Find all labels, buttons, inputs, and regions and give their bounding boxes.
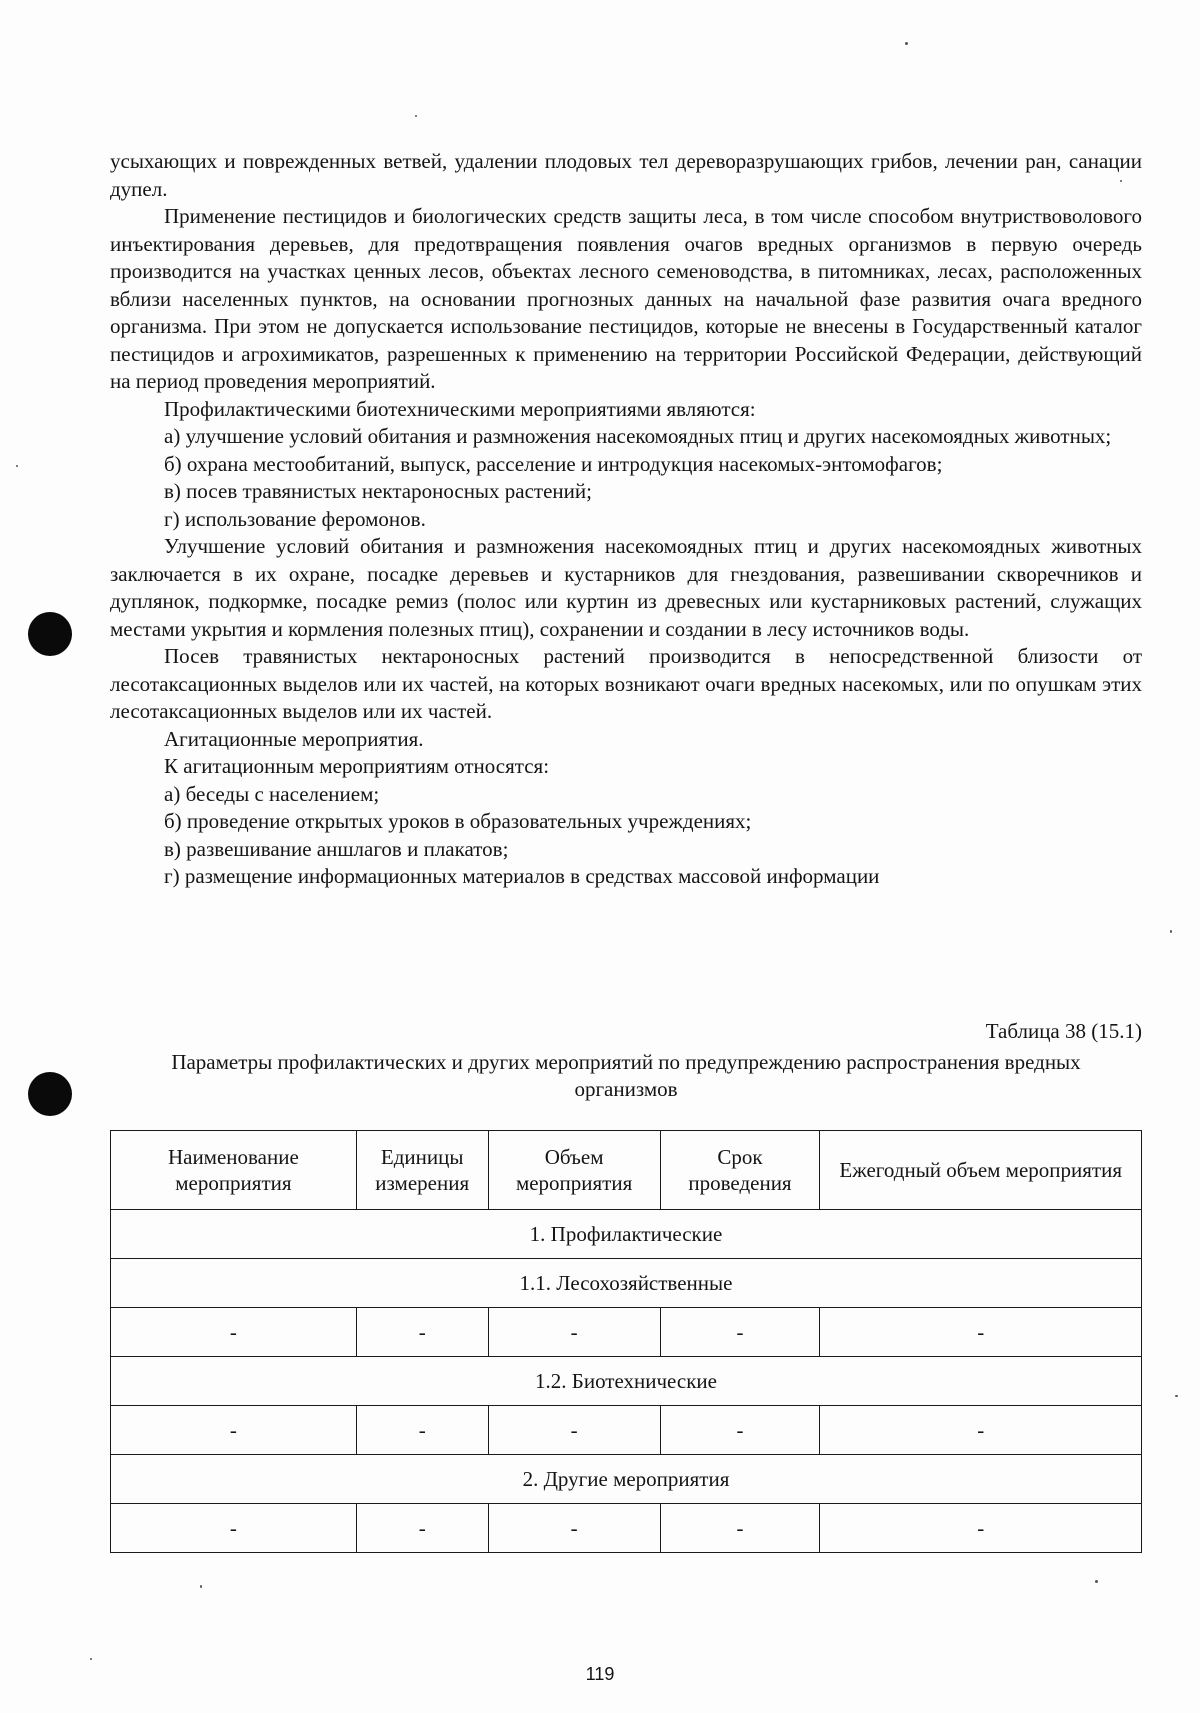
table-cell: - — [488, 1406, 660, 1455]
table-caption — [110, 1018, 1142, 1104]
table-cell: - — [356, 1308, 488, 1357]
paragraph: усыхающих и поврежденных ветвей, удалении плодовых тел дереворазрушающих грибов, лечении ран, санации дупел. — [110, 149, 1142, 201]
scan-speck — [415, 115, 417, 117]
measures-table — [110, 1130, 1142, 1553]
table-section-row — [111, 1210, 1142, 1259]
table-cell: - — [820, 1308, 1142, 1357]
section-label: 2. Другие мероприятия — [111, 1455, 1142, 1504]
column-header-unit: Единицы измерения — [356, 1131, 488, 1210]
paragraph: К агитационным мероприятиям относятся: — [164, 754, 550, 778]
table-cell: - — [111, 1406, 357, 1455]
paragraph: Улучшение условий обитания и размножения насекомоядных птиц и других насекомоядных животных заключается в их охране, посадке деревьев и кустарников для гнездования, развешивании скворечников и дуплянок, подкормке, посадке ремиз (полос или куртин из древесных или кустарниковых растений, служащих местами укрытия и кормления полезных птиц), сохранении и создании в лесу источников воды. — [110, 534, 1142, 641]
table-cell: - — [660, 1308, 820, 1357]
table-title: Параметры профилактических и других мероприятий по предупреждению распространения вредных организмов — [171, 1049, 1081, 1101]
paragraph: б) охрана местообитаний, выпуск, расселение и интродукция насекомых-энтомофагов; — [164, 451, 943, 476]
punch-hole-lower — [28, 1072, 72, 1116]
table-cell: - — [111, 1308, 357, 1357]
scan-speck — [90, 1658, 92, 1660]
scan-speck — [905, 42, 908, 45]
paragraph: б) проведение открытых уроков в образовательных учреждениях; — [164, 809, 752, 833]
table-cell: - — [111, 1504, 357, 1553]
table-body — [111, 1210, 1142, 1553]
scan-speck — [1095, 1580, 1098, 1583]
paragraph: г) использование феромонов. — [164, 506, 426, 531]
paragraph: в) развешивание аншлагов и плакатов; — [164, 836, 509, 861]
punch-hole-upper — [28, 612, 72, 656]
scan-speck — [200, 1585, 202, 1588]
table-row — [111, 1504, 1142, 1553]
table-row — [111, 1308, 1142, 1357]
table-cell: - — [660, 1406, 820, 1455]
paragraph: Агитационные мероприятия. — [164, 726, 424, 751]
table-cell: - — [820, 1406, 1142, 1455]
column-header-volume: Объем мероприятия — [488, 1131, 660, 1210]
body-text — [110, 148, 1142, 891]
table-cell: - — [356, 1504, 488, 1553]
scan-speck — [16, 465, 18, 467]
scan-speck — [1175, 1395, 1178, 1397]
table-cell: - — [488, 1308, 660, 1357]
table-cell: - — [820, 1504, 1142, 1553]
paragraph: Применение пестицидов и биологических средств защиты леса, в том числе способом внутриствоволового инъектирования деревьев, для предотвращения появления очагов вредных организмов в первую очередь производится на участках ценных лесов, объектах лесного семеноводства, в питомниках, лесах, расположенных вблизи населенных пунктов, на основании прогнозных данных на начальной фазе развития очага вредного организма. При этом не допускается использование пестицидов, которые не внесены в Государственный каталог пестицидов и агрохимикатов, разрешенных к применению на территории Российской Федерации, действующий на период проведения мероприятий. — [110, 204, 1142, 393]
table-cell: - — [660, 1504, 820, 1553]
table-cell: - — [356, 1406, 488, 1455]
column-header-annual-volume: Ежегодный объем мероприятия — [820, 1131, 1142, 1210]
column-header-name: Наименование мероприятия — [111, 1131, 357, 1210]
section-label: 1.1. Лесохозяйственные — [111, 1259, 1142, 1308]
scan-speck — [1170, 930, 1172, 933]
paragraph: в) посев травянистых нектароносных растений; — [164, 479, 592, 503]
paragraph: Посев травянистых нектароносных растений производится в непосредственной близости от лесотаксационных выделов или их частей, на которых возникают очаги вредных насекомых, или по опушкам этих лесотаксационных выделов или их частей. — [110, 644, 1142, 723]
table-header-row — [111, 1131, 1142, 1210]
paragraph: а) беседы с населением; — [164, 781, 380, 806]
paragraph: а) улучшение условий обитания и размножения насекомоядных птиц и других насекомоядных животных; — [164, 424, 1112, 448]
table-number: Таблица 38 (15.1) — [985, 1019, 1142, 1043]
table-cell: - — [488, 1504, 660, 1553]
table-section-row — [111, 1357, 1142, 1406]
table-row — [111, 1406, 1142, 1455]
section-label: 1.2. Биотехнические — [111, 1357, 1142, 1406]
paragraph: г) размещение информационных материалов в средствах массовой информации — [164, 864, 880, 888]
column-header-term: Срок проведения — [660, 1131, 820, 1210]
paragraph: Профилактическими биотехническими мероприятиями являются: — [164, 396, 756, 421]
table-section-row — [111, 1455, 1142, 1504]
section-label: 1. Профилактические — [111, 1210, 1142, 1259]
page-number: 119 — [585, 1664, 615, 1684]
table-section-row — [111, 1259, 1142, 1308]
